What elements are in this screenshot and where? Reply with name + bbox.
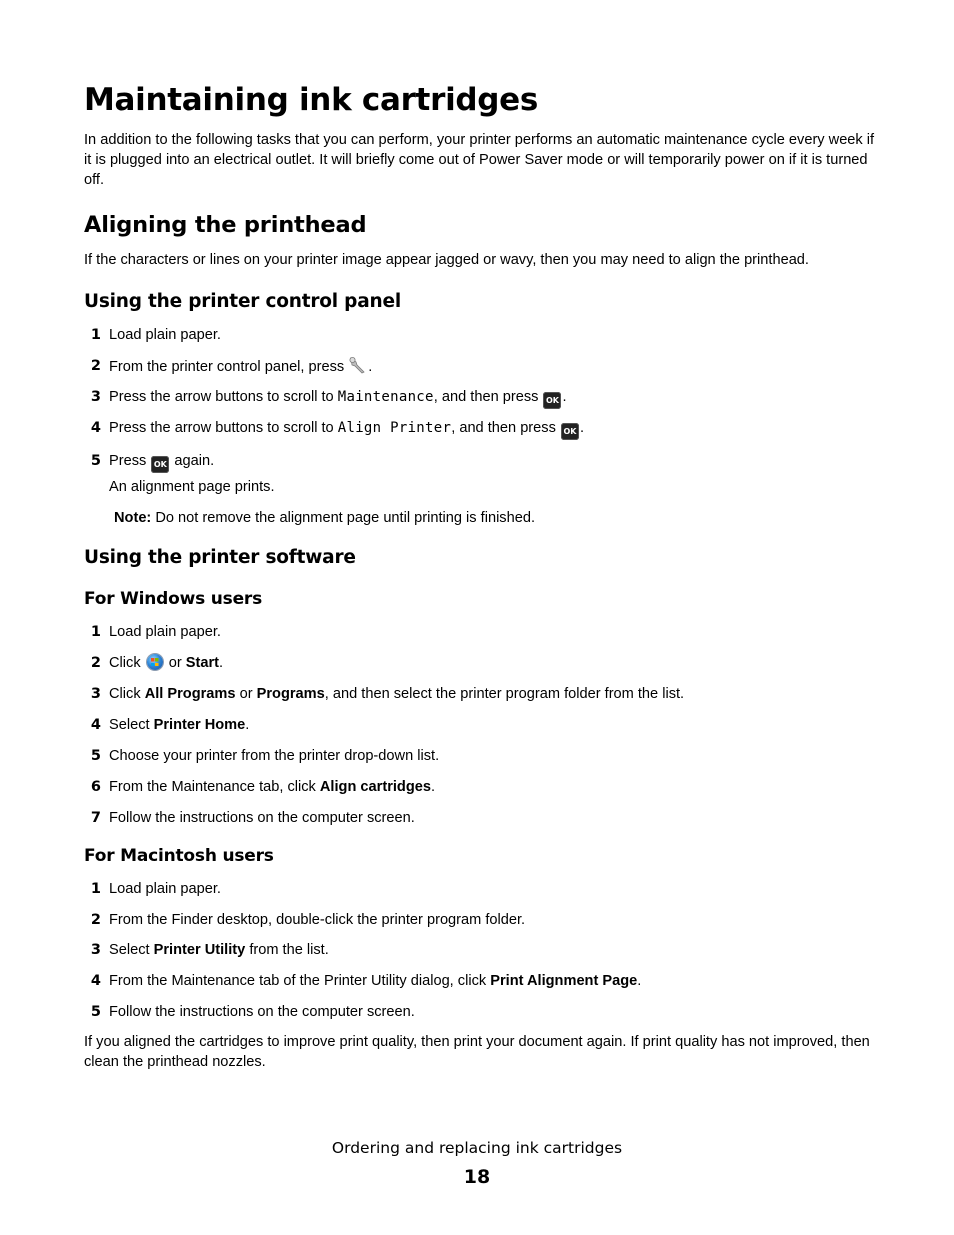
ok-button-icon: OK: [561, 423, 579, 440]
page-number: 18: [463, 1166, 491, 1188]
step-number: 5: [90, 1004, 101, 1020]
step-number: 3: [90, 686, 101, 702]
step-text: Select Printer Utility from the list.: [109, 942, 329, 958]
note-label: Note:: [114, 510, 152, 526]
step-number: 5: [90, 748, 101, 764]
list-item: [84, 940, 876, 960]
page-title: Maintaining ink cartridges: [84, 82, 539, 118]
note: [114, 508, 535, 528]
list-item: [84, 1002, 876, 1022]
subheading-windows: For Windows users: [84, 589, 263, 609]
closing-paragraph: If you aligned the cartridges to improve print quality, then print your document again. If print quality has not improved, then clean the printhead nozzles.: [84, 1034, 870, 1070]
list-item: [84, 418, 876, 438]
step-text: Load plain paper.: [109, 327, 221, 343]
step-number: 2: [90, 358, 101, 374]
step-text: Follow the instructions on the computer screen.: [109, 810, 415, 826]
step-text: From the Finder desktop, double-click the printer program folder.: [109, 912, 526, 928]
step-number: 1: [90, 327, 101, 343]
step-number: 4: [90, 973, 101, 989]
windows-start-icon: [147, 654, 163, 670]
menu-name-code: Align Printer: [337, 420, 452, 436]
list-item: [84, 715, 876, 735]
subheading-control-panel: Using the printer control panel: [84, 291, 401, 312]
step-number: 3: [90, 942, 101, 958]
step-text: Select Printer Home.: [109, 717, 250, 733]
wrench-icon: [348, 356, 368, 374]
section-intro: If the characters or lines on your printer image appear jagged or wavy, then you may need to align the printhead.: [84, 252, 809, 268]
step-text: Choose your printer from the printer drop-down list.: [109, 748, 440, 764]
step-text: Load plain paper.: [109, 624, 221, 640]
list-item: [84, 387, 876, 407]
step-text: Follow the instructions on the computer screen.: [109, 1004, 415, 1020]
step-result: An alignment page prints.: [109, 479, 275, 495]
list-item: [84, 451, 876, 471]
step-text: Click or Start.: [109, 655, 224, 671]
menu-name-code: Maintenance: [337, 389, 434, 405]
subheading-software: Using the printer software: [84, 547, 356, 568]
list-item: [84, 777, 876, 797]
list-item: [84, 684, 876, 704]
list-item: [84, 622, 876, 642]
step-number: 7: [90, 810, 101, 826]
footer-chapter-title: Ordering and replacing ink cartridges: [331, 1139, 623, 1157]
step-text: Load plain paper.: [109, 881, 221, 897]
list-item: [84, 653, 876, 673]
list-item: [84, 879, 876, 899]
ok-button-icon: OK: [151, 456, 169, 473]
step-number: 3: [90, 389, 101, 405]
step-text: From the Maintenance tab, click Align cartridges.: [109, 779, 436, 795]
step-text: Press the arrow buttons to scroll to Align Printer, and then press OK .: [109, 418, 584, 440]
section-heading-aligning: Aligning the printhead: [84, 212, 367, 238]
step-text: Press the arrow buttons to scroll to Maintenance, and then press OK .: [109, 387, 567, 409]
step-number: 5: [90, 453, 101, 469]
step-number: 1: [90, 881, 101, 897]
list-item: [84, 325, 876, 345]
step-number: 4: [90, 717, 101, 733]
step-number: 6: [90, 779, 101, 795]
ok-button-icon: OK: [543, 392, 561, 409]
intro-paragraph: In addition to the following tasks that you can perform, your printer performs an automatic maintenance cycle every week if it is plugged into an electrical outlet. It will briefly come out of Power Saver mode or will temporarily power on if it is turned off.: [84, 132, 875, 188]
list-item: [84, 910, 876, 930]
step-number: 4: [90, 420, 101, 436]
step-text: From the Maintenance tab of the Printer Utility dialog, click Print Alignment Page.: [109, 973, 642, 989]
step-text: Press OK again.: [109, 451, 214, 473]
subheading-macintosh: For Macintosh users: [84, 846, 274, 866]
step-text: From the printer control panel, press .: [109, 356, 372, 377]
step-number: 1: [90, 624, 101, 640]
list-item: [84, 971, 876, 991]
step-number: 2: [90, 655, 101, 671]
step-text: Click All Programs or Programs, and then select the printer program folder from the list.: [109, 686, 685, 702]
step-number: 2: [90, 912, 101, 928]
list-item: [84, 746, 876, 766]
list-item: [84, 356, 876, 376]
list-item: [84, 808, 876, 828]
note-text: Do not remove the alignment page until printing is finished.: [151, 510, 536, 526]
